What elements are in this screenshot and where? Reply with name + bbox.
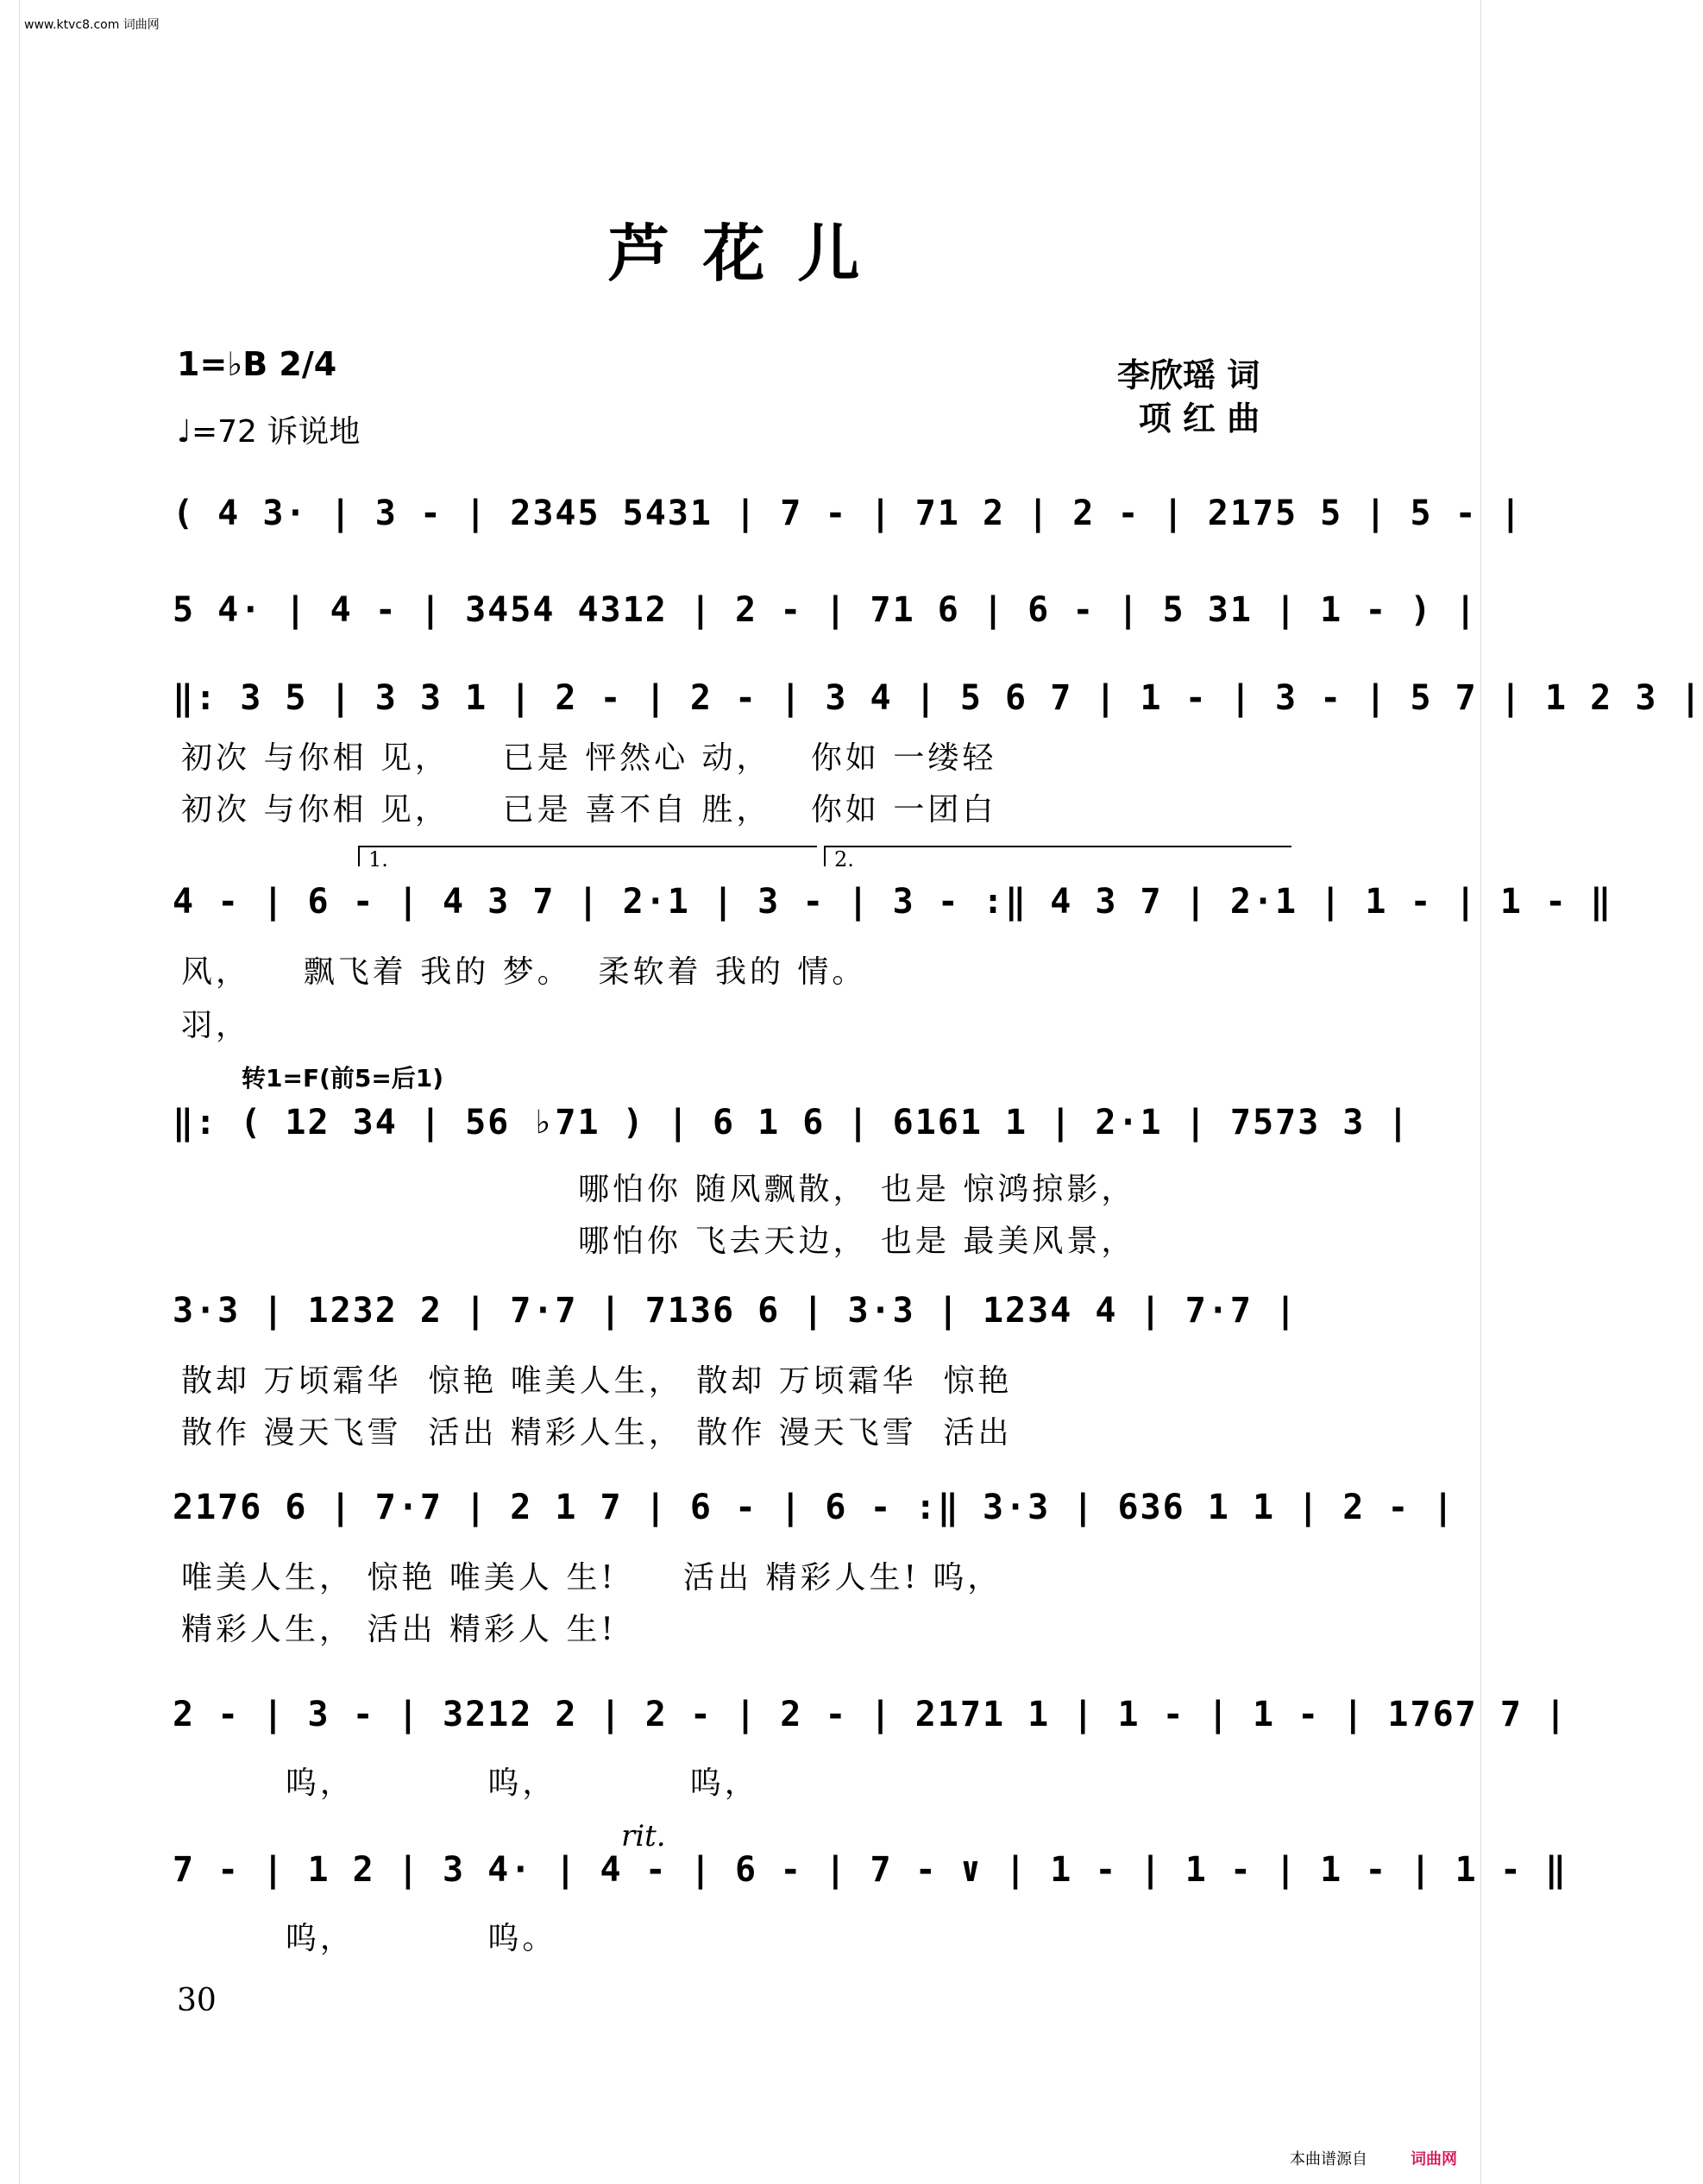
footer-source: [1290, 2147, 1457, 2169]
lyric-line: 初次 与你相 见， 已是 喜不自 胜， 你如 一团白: [181, 792, 997, 828]
lyric-line: 散却 万顷霜华 惊艳 唯美人生， 散却 万顷霜华 惊艳: [181, 1363, 1013, 1399]
lyric-line: 哪怕你 随风飘散， 也是 惊鸿掠影，: [578, 1172, 1136, 1207]
lyricist: 李欣瑶 词: [1117, 356, 1260, 394]
lyric-line: 精彩人生， 活出 精彩人 生!: [181, 1612, 617, 1647]
lyric-line: 散作 漫天飞雪 活出 精彩人生， 散作 漫天飞雪 活出: [181, 1415, 1013, 1451]
notation-row-1: ( 4 3· | 3 - | 2345 5431 | 7 - | 71 2 | 2 - | 2175 5 | 5 - |: [173, 494, 1523, 533]
lyric-line: 呜， 呜。: [259, 1921, 557, 1956]
lyric-line: 风， 飘飞着 我的 梦。 柔软着 我的 情。: [181, 954, 867, 990]
lyric-line: 羽，: [181, 1008, 251, 1043]
composer: 项 红 曲: [1138, 400, 1260, 437]
notation-row-5: ‖: ( 12 34 | 56 ♭71 ) | 6 1 6 | 6161 1 | 2·1 | 7573 3 |: [173, 1103, 1411, 1142]
lyric-line: 呜， 呜， 呜，: [259, 1765, 759, 1801]
notation-row-7: 2176 6 | 7·7 | 2 1 7 | 6 - | 6 - :‖ 3·3 | 636 1 1 | 2 - |: [173, 1488, 1455, 1527]
notation-row-8: 2 - | 3 - | 3212 2 | 2 - | 2 - | 2171 1 | 1 - | 1 - | 1767 7 |: [173, 1695, 1568, 1734]
notation-row-9: 7 - | 1 2 | 3 4· | 4 - | 6 - | 7 - ∨ | 1 - | 1 - | 1 - | 1 - ‖: [173, 1850, 1568, 1890]
volta-1: 1.: [358, 846, 817, 866]
rit-marking: rit.: [621, 1819, 666, 1854]
left-margin-watermark: [0, 0, 20, 2184]
notation-row-2: 5 4· | 4 - | 3454 4312 | 2 - | 71 6 | 6 - | 5 31 | 1 - ) |: [173, 590, 1478, 630]
notation-row-4: 4 - | 6 - | 4 3 7 | 2·1 | 3 - | 3 - :‖ 4 3 7 | 2·1 | 1 - | 1 - ‖: [173, 882, 1613, 922]
volta-2: 2.: [824, 846, 1291, 866]
notation-row-6: 3·3 | 1232 2 | 7·7 | 7136 6 | 3·3 | 1234 4 | 7·7 |: [173, 1291, 1298, 1331]
footer-logo: 词曲网: [1411, 2150, 1457, 2168]
modulation-marking: 转1=F(前5=后1): [242, 1064, 444, 1092]
key-signature: 1=♭B 2/4: [177, 345, 337, 383]
credits: [1117, 354, 1260, 440]
notation-row-3: ‖: 3 5 | 3 3 1 | 2 - | 2 - | 3 4 | 5 6 7 | 1 - | 3 - | 5 7 | 1 2 3 |: [173, 678, 1703, 718]
page-number: 30: [177, 1983, 217, 2018]
lyric-line: 唯美人生， 惊艳 唯美人 生! 活出 精彩人生! 呜，: [181, 1560, 1002, 1596]
footer-label: 本曲谱源自: [1290, 2150, 1367, 2168]
site-url: www.ktvc8.com 词曲网: [24, 18, 160, 32]
song-title: 芦花儿: [607, 217, 893, 290]
lyric-line: 哪怕你 飞去天边， 也是 最美风景，: [578, 1224, 1136, 1259]
lyric-line: 初次 与你相 见， 已是 怦然心 动， 你如 一缕轻: [181, 740, 997, 776]
tempo-marking: ♩=72 诉说地: [177, 414, 361, 450]
